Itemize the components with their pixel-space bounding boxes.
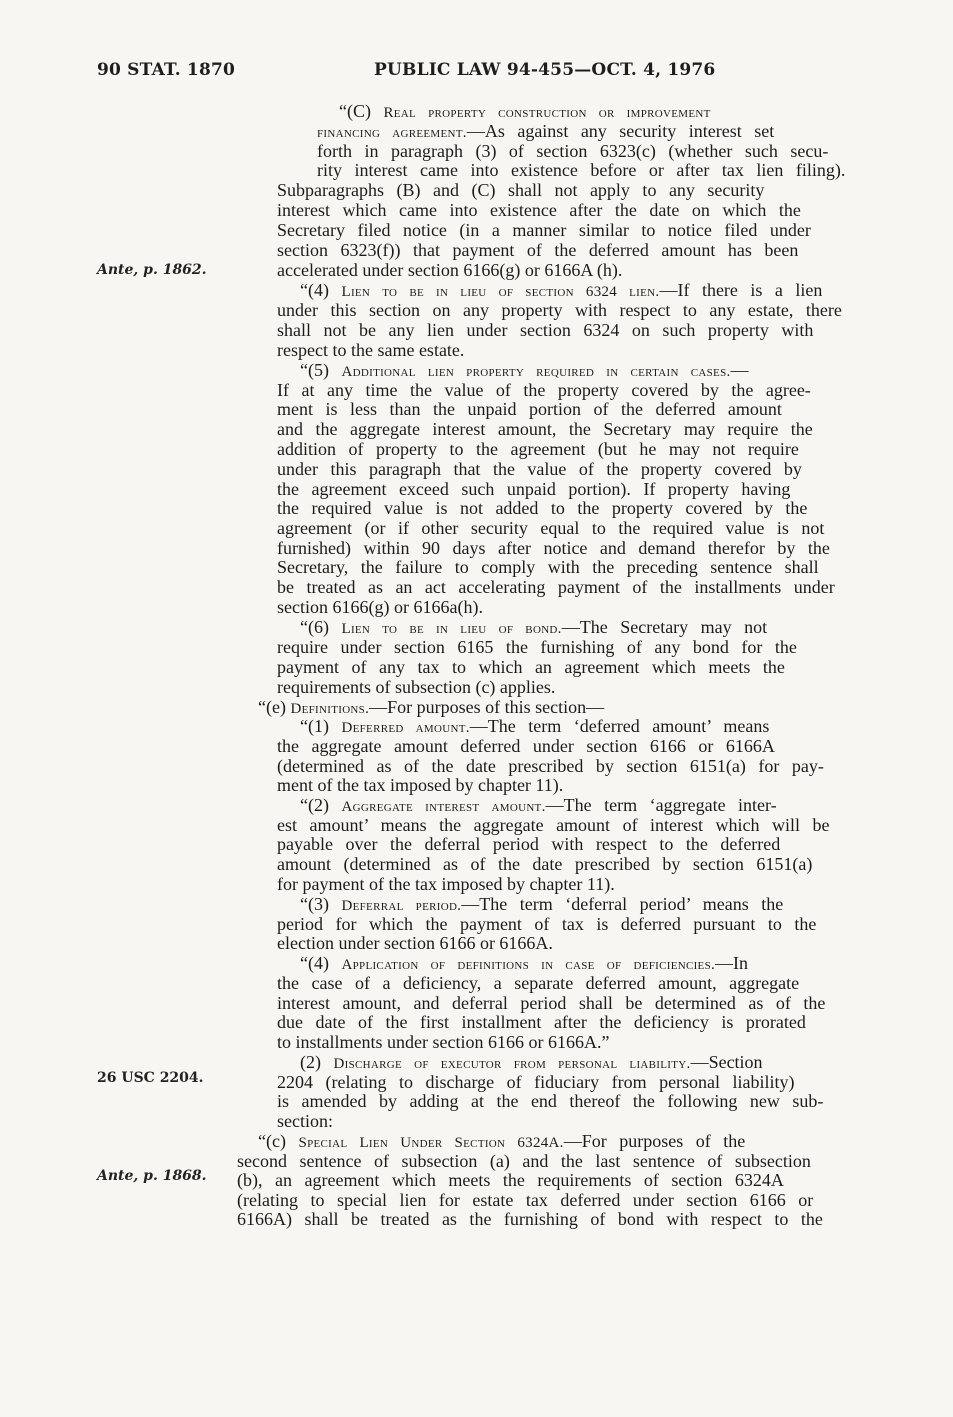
stat-reference: 90 STAT. 1870 (97, 60, 236, 80)
law-title: PUBLIC LAW 94-455—OCT. 4, 1976 (374, 60, 716, 80)
line-text: due date of the first installment after the deficiency is prorated (277, 1012, 806, 1032)
line-text: section 6166(g) or 6166a(h). (277, 597, 483, 617)
line-text: 6166A) shall be treated as the furnishing of bond with respect to the (237, 1209, 823, 1229)
section-heading: Deferral period. (341, 898, 462, 914)
text-line (277, 815, 830, 835)
text-line (277, 1111, 333, 1131)
line-text: and the aggregate interest amount, the Secretary may require the (277, 419, 813, 439)
line-text: —The term ‘aggregate inter- (545, 795, 777, 815)
line-text: ment is less than the unpaid portion of the deferred amount (277, 399, 782, 419)
margin-note-ante-1868: Ante, p. 1868. (97, 1168, 207, 1184)
text-line (258, 697, 604, 717)
line-text: under this paragraph that the value of the property covered by (277, 459, 802, 479)
text-line (277, 200, 801, 220)
line-text: for payment of the tax imposed by chapter 11). (277, 874, 615, 894)
section-heading: Application of definitions in case of deficiencies. (341, 957, 716, 973)
line-text: “(1) (300, 716, 342, 736)
line-text: addition of property to the agreement (but he may not require (277, 439, 799, 459)
line-text: —As against any security interest set (466, 121, 775, 141)
line-text: — (730, 360, 749, 380)
line-text: Secretary, the failure to comply with the preceding sentence shall (277, 557, 819, 577)
line-text: “(4) (300, 280, 342, 300)
line-text: election under section 6166 or 6166A. (277, 933, 553, 953)
text-line (277, 775, 563, 795)
section-heading: Real property construction or improvement (383, 105, 711, 121)
text-line (277, 240, 798, 260)
line-text: agreement (or if other security equal to the required value is not (277, 518, 825, 538)
text-line (277, 914, 816, 934)
line-text: —For purposes of the (563, 1131, 746, 1151)
text-line (300, 617, 767, 637)
line-text: (2) (300, 1052, 334, 1072)
text-line (277, 597, 483, 617)
text-line (277, 459, 802, 479)
line-text: (b), an agreement which meets the requirements of section 6324A (237, 1170, 784, 1190)
text-line (277, 577, 835, 597)
text-line (237, 1170, 784, 1190)
text-line (277, 973, 799, 993)
line-text: period for which the payment of tax is deferred pursuant to the (277, 914, 817, 934)
line-text: est amount’ means the aggregate amount of interest which will be (277, 815, 830, 835)
text-line (277, 993, 825, 1013)
text-line (277, 320, 813, 340)
line-text: be treated as an act accelerating payment of the installments under (277, 577, 835, 597)
line-text: payment of any tax to which an agreement which meets the (277, 657, 785, 677)
text-line (300, 1052, 763, 1072)
line-text: “(3) (300, 894, 342, 914)
text-line (277, 439, 799, 459)
text-line (277, 1012, 806, 1032)
text-line (277, 557, 819, 577)
line-text: accelerated under section 6166(g) or 6166A (h). (277, 260, 623, 280)
text-line (277, 300, 842, 320)
text-line (277, 419, 813, 439)
line-text: to installments under section 6166 or 6166A.” (277, 1032, 610, 1052)
text-line (277, 756, 824, 776)
section-heading: Lien to be in lieu of section 6324 lien. (341, 284, 660, 300)
text-line (277, 637, 797, 657)
text-line (277, 220, 811, 240)
text-line (277, 874, 615, 894)
text-line (277, 260, 622, 280)
line-text: (relating to special lien for estate tax deferred under section 6166 or (237, 1190, 814, 1210)
text-line (237, 1190, 813, 1210)
section-heading: Definitions. (290, 701, 370, 717)
line-text: interest which came into existence after the date on which the (277, 200, 801, 220)
text-line (277, 677, 555, 697)
text-line (237, 1151, 811, 1171)
section-heading: Additional lien property required in certain cases. (341, 364, 731, 380)
line-text: rity interest came into existence before or after tax lien filing). (317, 160, 846, 180)
text-line (300, 894, 783, 914)
text-line (277, 1032, 609, 1052)
line-text: second sentence of subsection (a) and the last sentence of subsection (237, 1151, 811, 1171)
text-line (277, 498, 807, 518)
line-text: section 6323(f)) that payment of the deferred amount has been (277, 240, 799, 260)
line-text: 2204 (relating to discharge of fiduciary from personal liability) (277, 1072, 795, 1092)
page-header (97, 60, 856, 84)
text-line (317, 160, 845, 180)
margin-note-ante-1862: Ante, p. 1862. (97, 262, 207, 278)
text-line (237, 1209, 823, 1229)
text-line (300, 716, 769, 736)
text-line (277, 538, 830, 558)
line-text: —The Secretary may not (561, 617, 768, 637)
text-line (277, 854, 812, 874)
line-text: —In (715, 953, 749, 973)
line-text: —Section (690, 1052, 763, 1072)
line-text: payable over the deferral period with respect to the deferred (277, 834, 781, 854)
line-text: ment of the tax imposed by chapter 11). (277, 775, 564, 795)
text-line (339, 101, 711, 121)
line-text: “(e) (258, 697, 291, 717)
text-line (277, 180, 764, 200)
line-text: —For purposes of this section— (369, 697, 605, 717)
text-line (277, 479, 790, 499)
margin-note-26-usc-2204: 26 USC 2204. (97, 1070, 204, 1086)
line-text: If at any time the value of the property covered by the agree- (277, 380, 811, 400)
text-line (317, 141, 828, 161)
text-line (277, 1091, 823, 1111)
line-text: furnished) within 90 days after notice and demand therefor by the (277, 538, 830, 558)
text-line (258, 1131, 745, 1151)
text-line (277, 399, 782, 419)
text-line (300, 795, 777, 815)
text-line (277, 380, 811, 400)
line-text: Secretary filed notice (in a manner similar to notice filed under (277, 220, 811, 240)
section-heading: Aggregate interest amount. (341, 799, 546, 815)
text-line (277, 736, 775, 756)
line-text: “(2) (300, 795, 342, 815)
line-text: (determined as of the date prescribed by section 6151(a) for pay- (277, 756, 824, 776)
line-text: the case of a deficiency, a separate deferred amount, aggregate (277, 973, 800, 993)
section-heading: Deferred amount. (341, 720, 470, 736)
line-text: “(5) (300, 360, 342, 380)
section-heading: Lien to be in lieu of bond. (341, 621, 562, 637)
text-line (277, 933, 553, 953)
line-text: require under section 6165 the furnishing of any bond for the (277, 637, 797, 657)
text-line (277, 518, 824, 538)
line-text: “(6) (300, 617, 342, 637)
line-text: “(c) (258, 1131, 299, 1151)
line-text: respect to the same estate. (277, 340, 465, 360)
text-line (277, 340, 464, 360)
line-text: amount (determined as of the date prescribed by section 6151(a) (277, 854, 813, 874)
text-line (277, 657, 785, 677)
section-heading: financing agreement. (317, 125, 467, 141)
line-text: requirements of subsection (c) applies. (277, 677, 556, 697)
line-text: Subparagraphs (B) and (C) shall not apply to any security (277, 180, 765, 200)
line-text: the required value is not added to the property covered by the (277, 498, 808, 518)
line-text: forth in paragraph (3) of section 6323(c) (whether such secu- (317, 141, 829, 161)
line-text: “(4) (300, 953, 342, 973)
line-text: —If there is a lien (659, 280, 823, 300)
text-line (300, 953, 748, 973)
line-text: is amended by adding at the end thereof the following new sub- (277, 1091, 824, 1111)
text-line (300, 280, 822, 300)
line-text: the agreement exceed such unpaid portion). If property having (277, 479, 791, 499)
text-line (300, 360, 749, 380)
line-text: —The term ‘deferral period’ means the (461, 894, 784, 914)
section-heading: Discharge of executor from personal liability. (333, 1056, 691, 1072)
line-text: section: (277, 1111, 333, 1131)
line-text: the aggregate amount deferred under section 6166 or 6166A (277, 736, 775, 756)
line-text: —The term ‘deferred amount’ means (469, 716, 770, 736)
text-line (277, 1072, 795, 1092)
text-line (317, 121, 774, 141)
section-heading: Special Lien Under Section 6324A. (298, 1135, 564, 1151)
line-text: shall not be any lien under section 6324 on such property with (277, 320, 814, 340)
line-text: interest amount, and deferral period shall be determined as of the (277, 993, 826, 1013)
line-text: under this section on any property with respect to any estate, there (277, 300, 842, 320)
text-line (277, 834, 780, 854)
line-text: “(C) (339, 101, 384, 121)
